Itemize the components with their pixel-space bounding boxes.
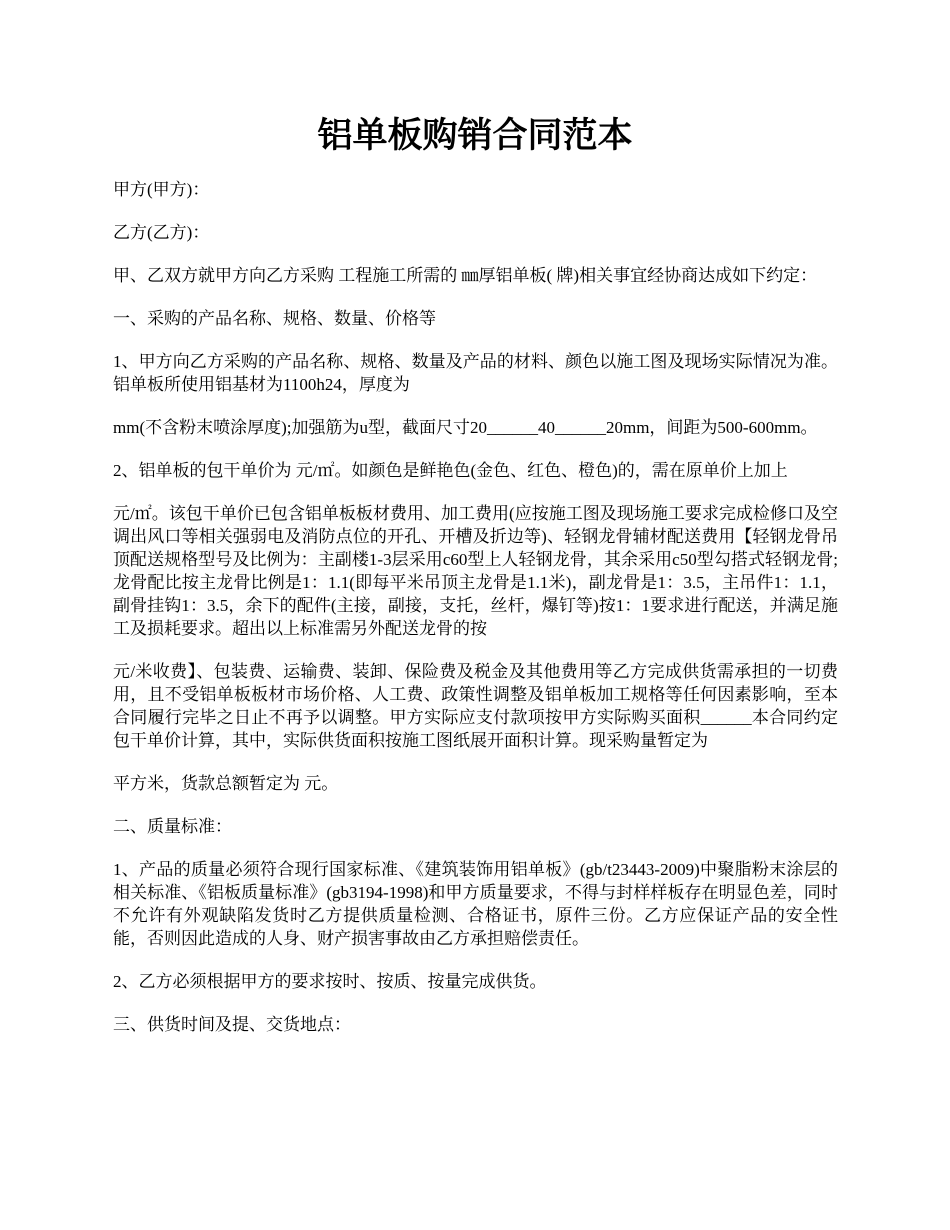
party-b-line: 乙方(乙方)： <box>113 223 210 242</box>
clause-2-1-paragraph: 1、产品的质量必须符合现行国家标准、《建筑装饰用铝单板》(gb/t23443-2009)中聚脂粉末涂层的相关标准、《铝板质量标准》(gb3194-1998)和甲方质量要求，不得与封样样板存在明显色差，同时不允许有外观缺陷发货时乙方提供质量检测、合格证书，原件三份。乙方应保证产品的安全性能，否则因此造成的人身、财产损害事故由乙方承担赔偿责任。 <box>113 860 838 948</box>
document-title: 铝单板购销合同范本 <box>317 116 633 156</box>
clause-1-2-fees-paragraph: 元/米收费】、包装费、运输费、装卸、保险费及税金及其他费用等乙方完成供货需承担的一切费用，且不受铝单板板材市场价格、人工费、政策性调整及铝单板加工规格等任何因素影响，至本合同履行完毕之日止不再予以调整。甲方实际应支付款项按甲方实际购买面积______本合同约定包干单价计算，其中，实际供货面积按施工图纸展开面积计算。现采购量暂定为 <box>113 662 838 750</box>
section-1-heading: 一、采购的产品名称、规格、数量、价格等 <box>113 309 436 328</box>
section-2-heading: 二、质量标准： <box>113 817 232 836</box>
quantity-amount-paragraph: 平方米，货款总额暂定为 元。 <box>113 774 339 793</box>
document-body <box>113 178 838 1056</box>
clause-1-2-price-paragraph: 元/㎡。该包干单价已包含铝单板板材费用、加工费用(应按施工图及现场施工要求完成检修口及空调出风口等相关强弱电及消防点位的开孔、开槽及折边等)、轻钢龙骨辅材配送费用【轻钢龙骨吊顶配送规格型号及比例为：主副楼1-3层采用c60型上人轻钢龙骨，其余采用c50型勾搭式轻钢龙骨;龙骨配比按主龙骨比例是1：1.1(即每平米吊顶主龙骨是1.1米)，副龙骨是1：3.5，主吊件1：1.1，副骨挂钩1：3.5，余下的配件(主接，副接，支托，丝杆，爆钉等)按1：1要求进行配送，并满足施工及损耗要求。超出以上标准需另外配送龙骨的按 <box>113 504 838 638</box>
party-a-line: 甲方(甲方)： <box>113 180 210 199</box>
clause-1-1-continued-paragraph: mm(不含粉末喷涂厚度);加强筋为u型，截面尺寸20______40______20mm，间距为500-600mm。 <box>113 418 818 437</box>
clause-1-2-paragraph: 2、铝单板的包干单价为 元/㎡。如颜色是鲜艳色(金色、红色、橙色)的，需在原单价上加上 <box>113 461 788 480</box>
preamble-paragraph: 甲、乙双方就甲方向乙方采购 工程施工所需的 ㎜厚铝单板( 牌)相关事宜经协商达成如下约定： <box>113 266 818 285</box>
clause-2-2-paragraph: 2、乙方必须根据甲方的要求按时、按质、按量完成供货。 <box>113 972 547 991</box>
section-3-heading: 三、供货时间及提、交货地点： <box>113 1015 351 1034</box>
clause-1-1-paragraph: 1、甲方向乙方采购的产品名称、规格、数量及产品的材料、颜色以施工图及现场实际情况为准。铝单板所使用铝基材为1100h24，厚度为 <box>113 352 838 394</box>
